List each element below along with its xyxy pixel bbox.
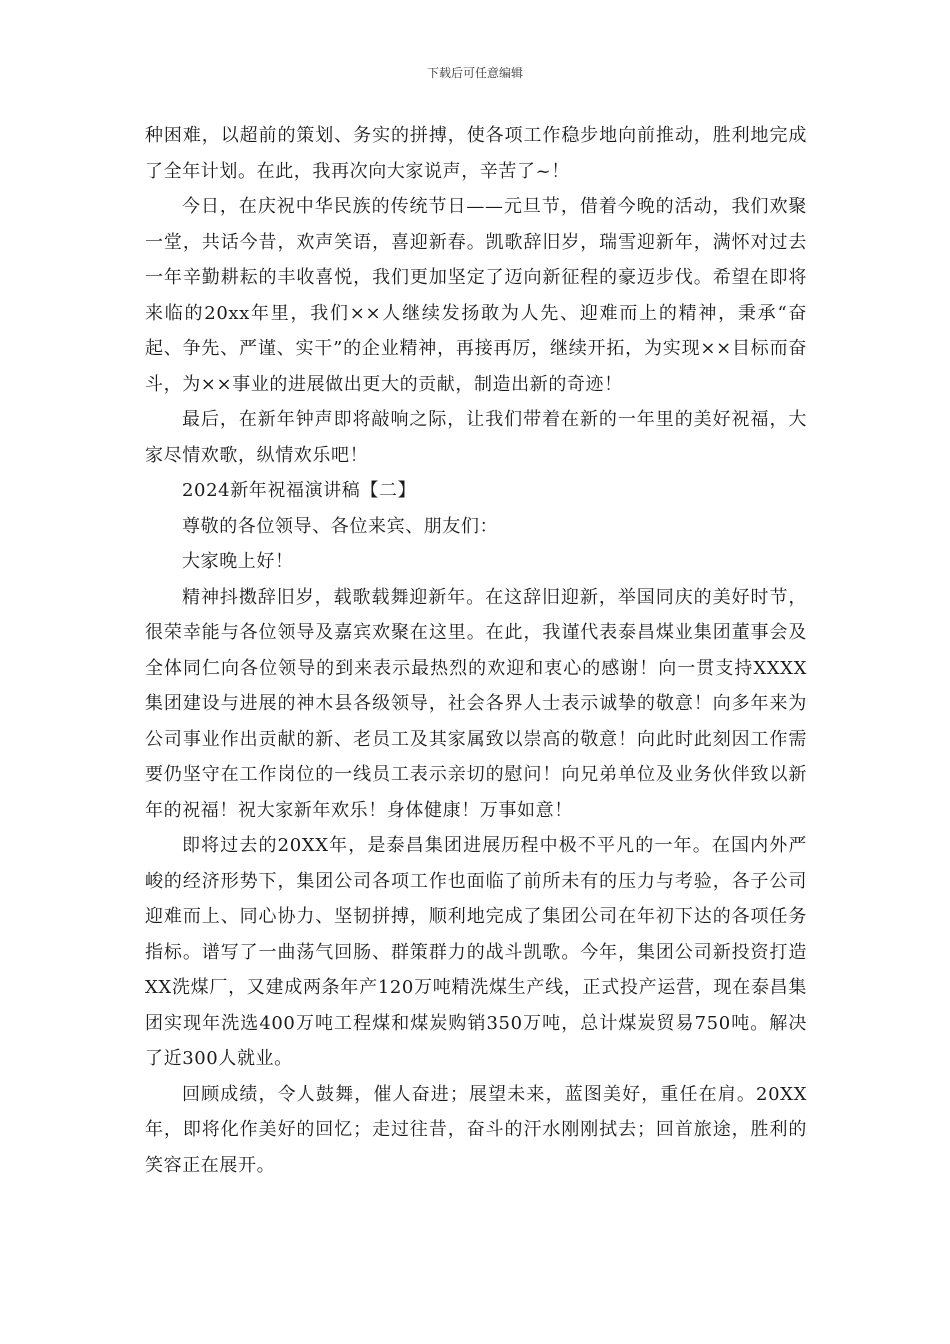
paragraph-2: 今日，在庆祝中华民族的传统节日——元旦节，借着今晚的活动，我们欢聚一堂，共话今昔，欢声笑语，喜迎新春。凯歌辞旧岁，瑞雪迎新年，满怀对过去一年辛勤耕耘的丰收喜悦，我们更加坚定了迈向新征程的豪迈步伐。希望在即将来临的20xx年里，我们××人继续发扬敢为人先、迎难而上的精神，秉承“奋起、争先、严谨、实干”的企业精神，再接再厉，继续开拓，为实现××目标而奋斗，为××事业的进展做出更大的贡献，制造出新的奇迹！ — [145, 196, 807, 395]
paragraph-8: 即将过去的20XX年，是泰昌集团进展历程中极不平凡的一年。在国内外严峻的经济形势下，集团公司各项工作也面临了前所未有的压力与考验，各子公司迎难而上、同心协力、坚韧拼搏，顺利地完成了集团公司在年初下达的各项任务指标。谱写了一曲荡气回肠、群策群力的战斗凯歌。今年，集团公司新投资打造XX洗煤厂，又建成两条年产120万吨精洗煤生产线，正式投产运营，现在泰昌集团实现年洗选400万吨工程煤和煤炭购销350万吨，总计煤炭贸易750吨。解决了近300人就业。 — [145, 835, 807, 1069]
paragraph-1: 种困难，以超前的策划、务实的拼搏，使各项工作稳步地向前推动，胜利地完成了全年计划。在此，我再次向大家说声，辛苦了~！ — [145, 125, 807, 182]
paragraph-3: 最后，在新年钟声即将敲响之际，让我们带着在新的一年里的美好祝福，大家尽情欢歌，纵情欢乐吧！ — [145, 409, 807, 466]
section-title: 2024新年祝福演讲稿【二】 — [182, 480, 417, 501]
document-body — [145, 118, 807, 1183]
paragraph-9: 回顾成绩，令人鼓舞，催人奋进；展望未来，蓝图美好，重任在肩。20XX年，即将化作美好的回忆；走过往昔，奋斗的汗水刚刚拭去；回首旅途，胜利的笑容正在展开。 — [145, 1083, 807, 1176]
page-header: 下载后可任意编辑 — [426, 66, 523, 80]
salutation: 尊敬的各位领导、各位来宾、朋友们： — [182, 515, 499, 537]
greeting: 大家晚上好！ — [182, 551, 294, 572]
paragraph-7: 精神抖擞辞旧岁，载歌载舞迎新年。在这辞旧迎新，举国同庆的美好时节，很荣幸能与各位领导及嘉宾欢聚在这里。在此，我谨代表泰昌煤业集团董事会及全体同仁向各位领导的到来表示最热烈的欢迎和衷心的感谢！向一贯支持XXXX集团建设与进展的神木县各级领导，社会各界人士表示诚挚的敬意！向多年来为公司事业作出贡献的新、老员工及其家属致以崇高的敬意！向此时此刻因工作需要仍坚守在工作岗位的一线员工表示亲切的慰问！向兄弟单位及业务伙伴致以新年的祝福！祝大家新年欢乐！身体健康！万事如意！ — [145, 586, 807, 821]
